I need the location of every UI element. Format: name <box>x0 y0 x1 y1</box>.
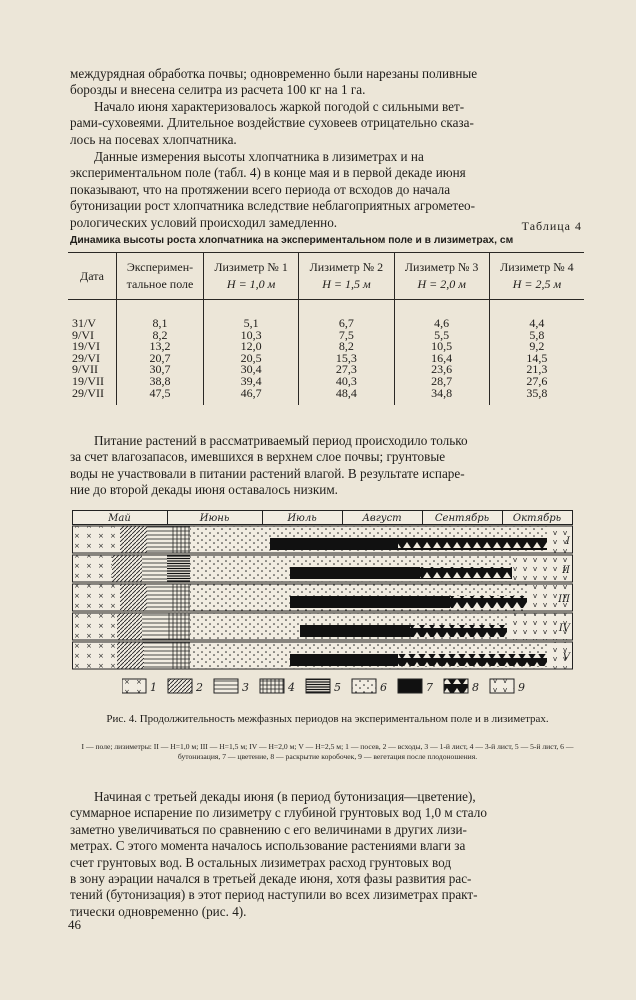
paragraph-2 <box>70 99 582 148</box>
text-line: рологических условий происходил замедленно. <box>70 214 338 230</box>
phase-bar <box>170 642 190 669</box>
header-field: Эксперимен- тальное поле <box>117 253 204 300</box>
phase-bar <box>398 538 547 550</box>
table-cell: 46,7 <box>240 385 262 400</box>
table-header-row <box>68 253 584 300</box>
phase-bar <box>190 555 290 582</box>
header-lysimeter-4: Лизиметр № 4 H = 2,5 м <box>489 253 584 300</box>
text-line: метрах. С этого момента началось использование растениями влаги за <box>70 838 466 854</box>
text-line: за счет влагозапасов, имевшихся в верхнем слое почвы; грунтовые <box>70 449 446 465</box>
text-line: междурядная обработка почвы; одновременно были нарезаны поливные <box>70 66 478 81</box>
table-cell: 40,3 <box>335 373 357 388</box>
month-label: Август <box>362 513 402 524</box>
month-label: Сентябрь <box>434 513 490 524</box>
phase-bar <box>144 642 170 669</box>
legend-swatch <box>260 679 284 693</box>
height-table <box>68 252 584 405</box>
lysimeter-3-column <box>394 300 489 406</box>
table-cell: 10,5 <box>431 339 453 354</box>
phase-row <box>72 613 573 640</box>
phase-bar <box>147 584 172 611</box>
phase-bar <box>190 526 270 553</box>
phase-bar <box>410 625 507 637</box>
phase-bar <box>120 584 147 611</box>
table-cell: 5,8 <box>529 327 545 342</box>
phase-bar <box>450 596 527 608</box>
table-cell: 28,7 <box>431 373 453 388</box>
phase-bar <box>290 596 450 608</box>
text-line: воды не участвовали в питании растений влагой. В результате испаре- <box>70 465 465 481</box>
month-label: Июнь <box>199 513 230 524</box>
phase-bar <box>290 567 420 579</box>
text-line: Питание растений в рассматриваемый период происходило только <box>94 433 468 448</box>
month-label: Октябрь <box>512 513 562 524</box>
row-label: II <box>562 565 570 576</box>
table-cell: 35,8 <box>526 385 548 400</box>
phase-bar <box>72 642 117 669</box>
text-line: заметно увеличиваться по сравнению с его величинами в других лизи- <box>70 821 467 837</box>
phase-bar <box>142 555 167 582</box>
table-cell: 27,6 <box>526 373 548 388</box>
lysimeter-1-column <box>204 300 299 406</box>
table-cell: 23,6 <box>431 362 453 377</box>
table-cell: 9,2 <box>529 339 545 354</box>
table-cell: 21,3 <box>526 362 548 377</box>
row-label: I <box>566 536 570 547</box>
paragraph-3 <box>70 149 582 231</box>
legend-number: 5 <box>334 681 341 694</box>
legend-number: 6 <box>380 681 387 694</box>
table-cell: 4,6 <box>434 316 450 330</box>
legend-number: 3 <box>242 681 249 694</box>
table-cell: 20,7 <box>149 350 171 365</box>
legend-swatch <box>352 679 376 693</box>
table-cell: 5,5 <box>434 327 450 342</box>
header-lysimeter-2: Лизиметр № 2 H = 1,5 м <box>299 253 394 300</box>
table-cell: 6,7 <box>338 316 354 330</box>
header-lysimeter-3: Лизиметр № 3 H = 2,0 м <box>394 253 489 300</box>
table-cell: 48,4 <box>335 385 357 400</box>
phase-bar <box>142 613 167 640</box>
month-label: Май <box>108 513 131 524</box>
table-cell: 7,5 <box>338 327 354 342</box>
table-cell: 39,4 <box>240 373 262 388</box>
phase-bar <box>117 642 144 669</box>
legend-number: 2 <box>196 681 203 694</box>
phase-bar <box>72 584 120 611</box>
table-cell: 10,3 <box>240 327 262 342</box>
table-cell: 30,4 <box>240 362 262 377</box>
table-cell: 8,1 <box>152 316 168 330</box>
legend-swatch <box>306 679 330 693</box>
paragraph-1 <box>70 66 582 99</box>
table-cell: 5,1 <box>243 316 259 330</box>
legend-number: 7 <box>426 681 433 694</box>
table-cell: 38,8 <box>149 373 171 388</box>
text-line: лось на посевах хлопчатника. <box>70 131 237 147</box>
table-cell: 29/VII <box>72 385 104 400</box>
phase-bar <box>147 526 172 553</box>
legend-number: 9 <box>518 681 525 694</box>
table-cell: 12,0 <box>240 339 262 354</box>
paragraph-4 <box>70 433 582 499</box>
table-cell: 9/VI <box>72 327 94 342</box>
row-label: IV <box>558 623 570 634</box>
text-line: Начиная с третьей декады июня (в период бутонизация—цветение), <box>94 789 476 804</box>
figure-legend <box>122 676 542 702</box>
phase-bar <box>120 526 147 553</box>
table-cell: 15,3 <box>335 350 357 365</box>
table-cell: 34,8 <box>431 385 453 400</box>
text-line: бутонизации рост хлопчатника вследствие неблагоприятных агрометео- <box>70 198 476 214</box>
figure-caption: Рис. 4. Продолжительность межфазных периодов на экспериментальном поле и в лизиметрах. <box>106 713 549 725</box>
phase-bar <box>72 613 117 640</box>
phase-bar <box>398 654 547 666</box>
month-label: Июль <box>287 513 317 524</box>
text-line: Начало июня характеризовалось жаркой погодой с сильными вет- <box>94 99 465 114</box>
row-label: V <box>562 652 570 663</box>
legend-swatch <box>214 679 238 693</box>
table-cell: 8,2 <box>152 327 168 342</box>
phase-row <box>72 642 573 669</box>
table-cell: 47,5 <box>149 385 171 400</box>
dates-column <box>68 300 117 406</box>
row-label: III <box>558 594 570 605</box>
text-line: в зону аэрации начался в третьей декаде июня, хотя фазы развития рас- <box>70 871 472 887</box>
text-line: экспериментальном поле (табл. 4) в конце мая и в первой декаде июня <box>70 165 466 181</box>
legend-swatch <box>444 679 468 693</box>
legend-swatch <box>490 679 514 693</box>
phase-row <box>72 584 573 611</box>
phase-bar <box>190 642 290 669</box>
phase-row <box>72 526 573 553</box>
phase-bar <box>167 613 190 640</box>
phase-bar <box>190 613 300 640</box>
table-cell: 20,5 <box>240 350 262 365</box>
lysimeter-2-column <box>299 300 394 406</box>
table-label: Таблица 4 <box>521 219 582 233</box>
text-line: ние до второй декады июня оставалось низким. <box>70 482 338 498</box>
table-cell: 4,4 <box>529 316 545 330</box>
text-line: тений (бутонизация) в этот период наступили во всех лизиметрах практ- <box>70 887 478 903</box>
page-number: 46 <box>68 917 81 932</box>
phase-bar <box>112 555 142 582</box>
phase-bar <box>117 613 142 640</box>
header-lysimeter-1: Лизиметр № 1 H = 1,0 м <box>204 253 299 300</box>
table-cell: 30,7 <box>149 362 171 377</box>
paragraph-5 <box>70 789 582 920</box>
table-cell: 8,2 <box>338 339 354 354</box>
legend-swatches <box>122 676 542 698</box>
legend-swatch <box>122 679 146 693</box>
table-cell: 14,5 <box>526 350 548 365</box>
phase-bar <box>290 654 398 666</box>
phase-bar <box>72 526 120 553</box>
table-cell: 16,4 <box>431 350 453 365</box>
legend-swatch <box>168 679 192 693</box>
phase-bar <box>72 555 112 582</box>
phase-bar <box>420 567 512 579</box>
text-line: показывают, что на протяжении всего периода от всходов до начала <box>70 181 451 197</box>
text-line: борозды и внесена селитра из расчета 100 кг на 1 га. <box>70 82 366 98</box>
field-column <box>117 300 204 406</box>
table-cell: 27,3 <box>335 362 357 377</box>
text-line: рами-суховеями. Длительное воздействие суховеев отрицательно сказа- <box>70 115 474 131</box>
table-cell: 29/VI <box>72 350 100 365</box>
table-cell: 13,2 <box>149 339 171 354</box>
table-cell: 19/VII <box>72 373 104 388</box>
phase-bar <box>190 584 290 611</box>
phase-bar <box>172 526 190 553</box>
table-title: Динамика высоты роста хлопчатника на экспериментальном поле и в лизиметрах, см <box>70 235 514 246</box>
phase-row <box>72 555 573 582</box>
phase-duration-figure <box>72 510 574 670</box>
table-body-row <box>68 300 584 406</box>
legend-number: 1 <box>150 681 157 694</box>
legend-swatch <box>398 679 422 693</box>
legend-number: 8 <box>472 681 479 694</box>
table-cell: 19/VI <box>72 339 100 354</box>
phase-bar <box>300 625 410 637</box>
legend-number: 4 <box>288 681 295 694</box>
table-cell: 31/V <box>72 316 96 330</box>
text-line: Данные измерения высоты хлопчатника в лизиметрах и на <box>94 149 424 164</box>
table-cell: 9/VII <box>72 362 98 377</box>
text-line: тически одновременно (рис. 4). <box>70 903 247 919</box>
figure-note: I — поле; лизиметры: II — H=1,0 м; III — H=1,5 м; IV — H=2,0 м; V — H=2,5 м; 1 — посев, 2 — всходы, 3 — 1-й лист, 4 — 3-й лист, 5 — 5-й лист, 6 — бутонизация, 7 — цветение, 8 — раскрытие коробочек, 9 — вегетация после плодоношения. <box>81 742 574 761</box>
phase-bar <box>172 584 190 611</box>
text-line: счет грунтовых вод. В остальных лизиметрах расход грунтовых вод <box>70 854 452 870</box>
header-date: Дата <box>68 253 117 300</box>
lysimeter-4-column <box>489 300 584 406</box>
text-line: суммарное испарение по лизиметру с глубиной грунтовых вод 1,0 м стало <box>70 805 487 821</box>
phase-bar <box>167 555 190 582</box>
phase-bar <box>270 538 398 550</box>
